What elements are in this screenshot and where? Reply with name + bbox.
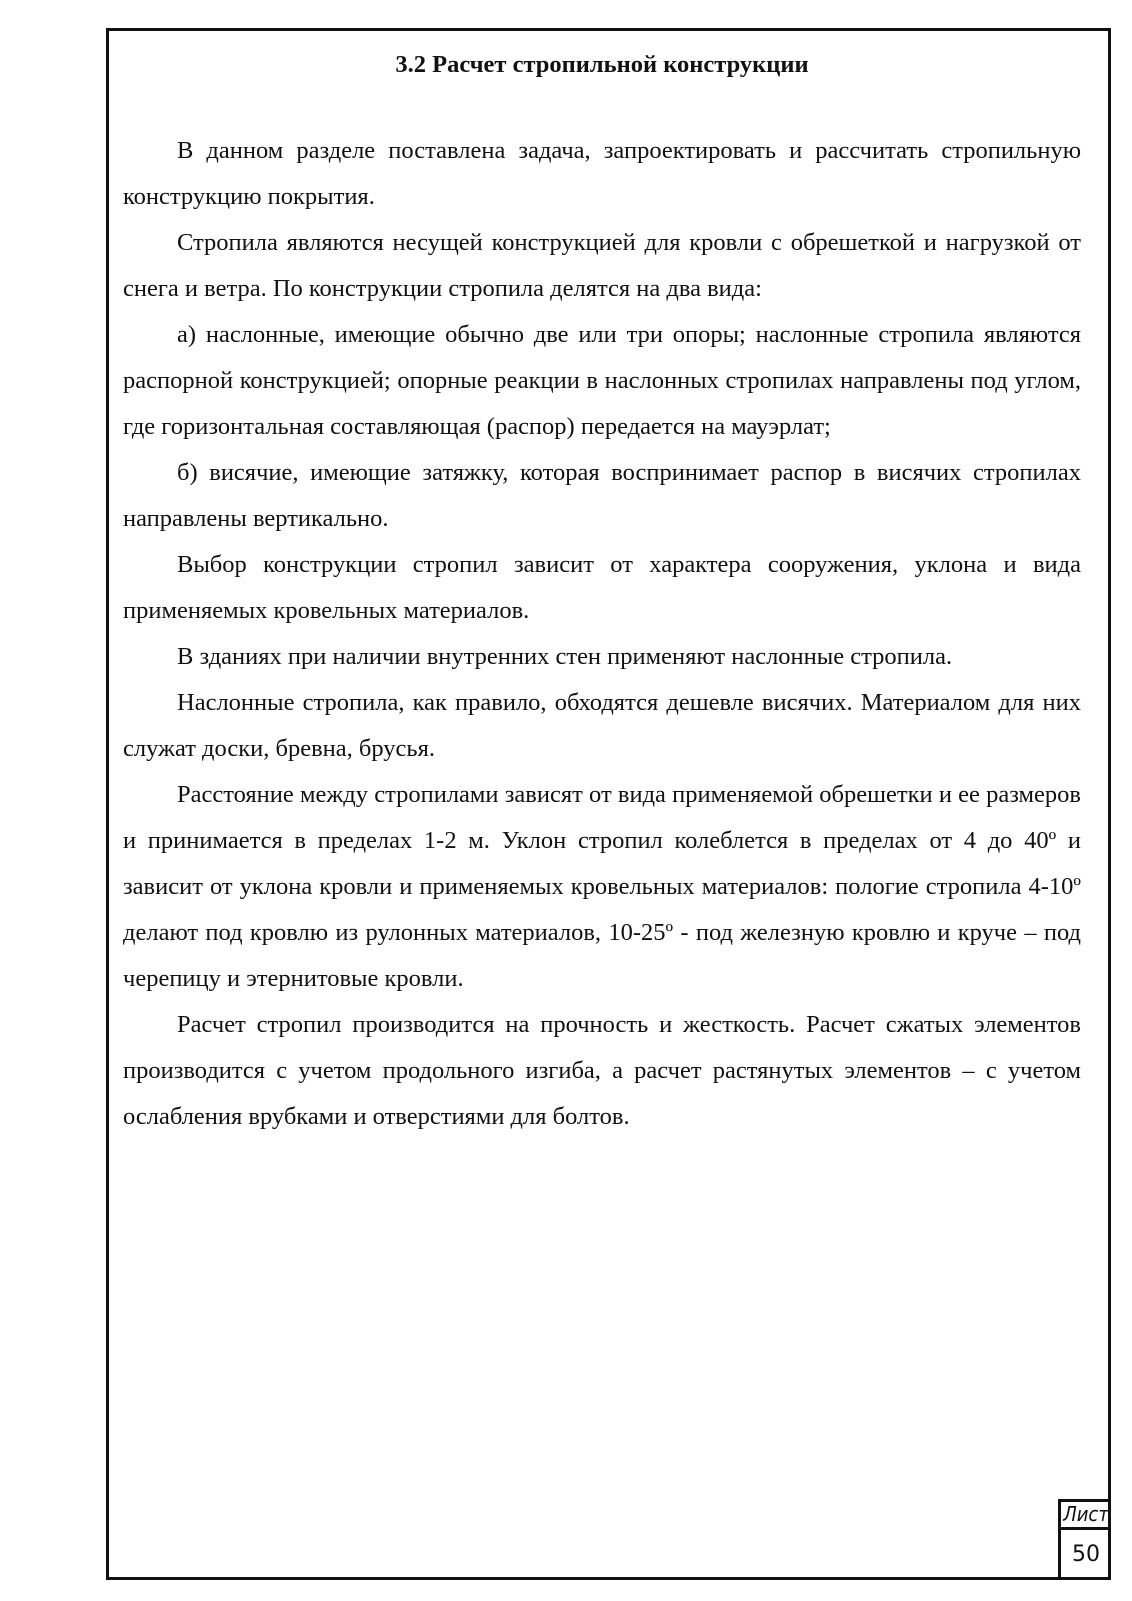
- sheet-stamp: [1058, 1499, 1111, 1580]
- paragraph: Расстояние между стропилами зависят от вида применяемой обрешетки и ее размеров и принимается в пределах 1-2 м. Уклон стропил колеблется в пределах от 4 до 40º и зависит от уклона кровли и применяемых кровельных материалов: пологие стропила 4-10º делают под кровлю из рулонных материалов, 10-25º - под железную кровлю и круче – под черепицу и этернитовые кровли.: [123, 781, 1081, 992]
- paragraph: В зданиях при наличии внутренних стен применяют наслонные стропила.: [177, 643, 953, 670]
- paragraph: б) висячие, имеющие затяжку, которая воспринимает распор в висячих стропилах направлены вертикально.: [123, 459, 1081, 532]
- sheet-label: Лист: [1061, 1502, 1111, 1530]
- section-heading: 3.2 Расчет стропильной конструкции: [395, 51, 809, 78]
- paragraph: а) наслонные, имеющие обычно две или три опоры; наслонные стропила являются распорной конструкцией; опорные реакции в наслонных стропилах направлены под углом, где горизонтальная составляющая (распор) передается на мауэрлат;: [123, 321, 1081, 440]
- document-body: [123, 44, 1081, 1140]
- paragraph: Наслонные стропила, как правило, обходятся дешевле висячих. Материалом для них служат доски, бревна, брусья.: [123, 689, 1081, 762]
- sheet-number: 50: [1072, 1542, 1100, 1567]
- paragraph: В данном разделе поставлена задача, запроектировать и рассчитать стропильную конструкцию покрытия.: [123, 137, 1081, 210]
- paragraph: Расчет стропил производится на прочность и жесткость. Расчет сжатых элементов производится с учетом продольного изгиба, а расчет растянутых элементов – с учетом ослабления врубками и отверстиями для болтов.: [123, 1011, 1081, 1130]
- paragraph: Выбор конструкции стропил зависит от характера сооружения, уклона и вида применяемых кровельных материалов.: [123, 551, 1081, 624]
- paragraph: Стропила являются несущей конструкцией для кровли с обрешеткой и нагрузкой от снега и ветра. По конструкции стропила делятся на два вида:: [123, 229, 1081, 302]
